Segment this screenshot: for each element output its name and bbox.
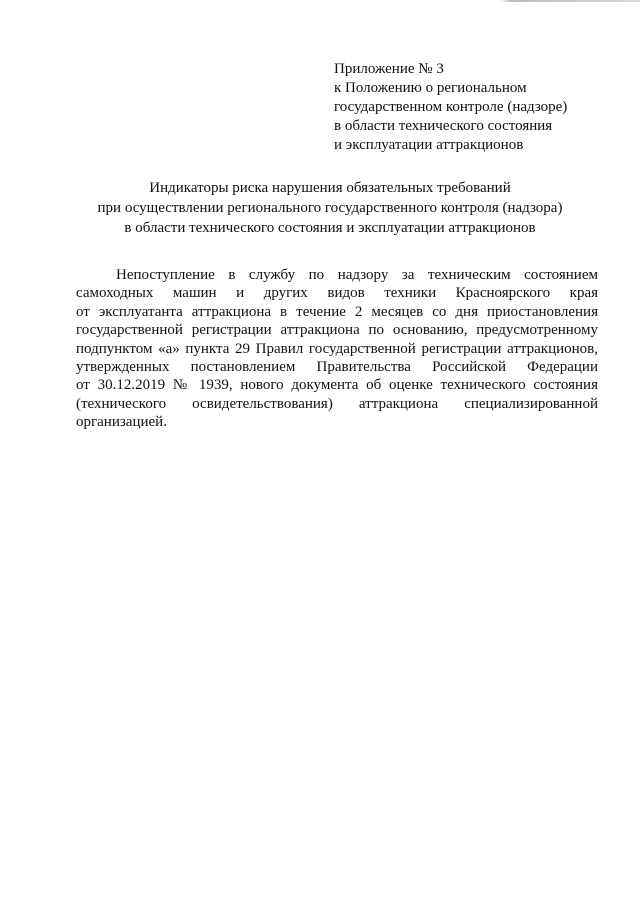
body-line: подпунктом «а» пункта 29 Правил государственной регистрации аттракционов, <box>76 340 598 357</box>
body-line: организацией. <box>76 414 167 431</box>
appendix-line: к Положению о региональном <box>334 80 527 96</box>
appendix-line: государственном контроле (надзоре) <box>334 99 568 115</box>
body-line: от эксплуатанта аттракциона в течение 2 месяцев со дня приостановления <box>76 303 598 320</box>
title-line: в области технического состояния и эксплуатации аттракционов <box>124 220 536 236</box>
body-line: самоходных машин и других видов техники Красноярского края <box>76 285 598 302</box>
body-line: от 30.12.2019 № 1939, нового документа об оценке технического состояния <box>76 377 598 394</box>
body-paragraph <box>76 266 598 432</box>
title-line: при осуществлении регионального государственного контроля (надзора) <box>97 200 563 216</box>
title-line: Индикаторы риска нарушения обязательных требований <box>149 180 511 196</box>
appendix-line: и эксплуатации аттракционов <box>334 137 524 153</box>
body-line: утвержденных постановлением Правительства Российской Федерации <box>76 359 598 376</box>
document-title <box>60 178 600 238</box>
appendix-line: в области технического состояния <box>334 118 553 134</box>
body-line: Непоступление в службу по надзору за техническим состоянием <box>116 267 598 283</box>
scan-top-edge <box>0 0 640 2</box>
body-line: государственной регистрации аттракциона по основанию, предусмотренному <box>76 322 598 339</box>
appendix-header <box>334 60 624 155</box>
body-line: (технического освидетельствования) аттракциона специализированной <box>76 395 598 412</box>
appendix-line: Приложение № 3 <box>334 61 444 77</box>
